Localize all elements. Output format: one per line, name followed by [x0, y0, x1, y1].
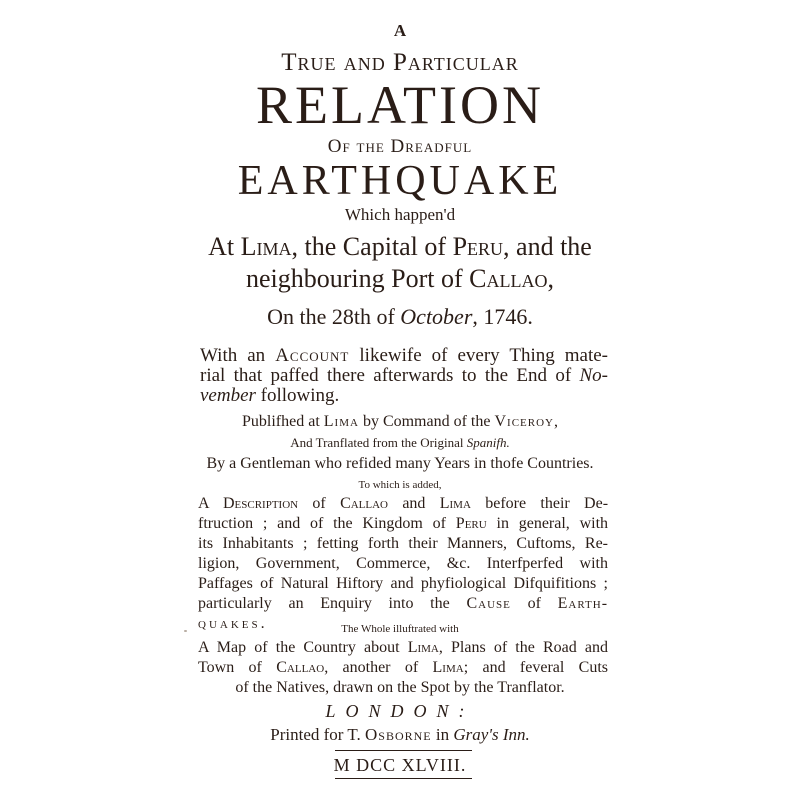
text-and: and	[402, 495, 426, 512]
place-callao-2: Callao	[340, 495, 389, 512]
word-account: Account	[275, 345, 350, 366]
text-following: following.	[255, 385, 340, 406]
map-line-2	[198, 660, 608, 676]
word-viceroy: Viceroy	[494, 413, 554, 430]
place-peru-2: Peru	[455, 515, 487, 532]
place-lima-3: Lima	[407, 639, 439, 656]
line-whole-illustrated: The Whole illuftrated with	[341, 623, 459, 635]
word-earth: Earth-	[557, 595, 609, 612]
description-line-7: quakes.	[198, 615, 268, 632]
text-several-cuts: ; and feveral Cuts	[463, 659, 609, 676]
text-at: At	[208, 232, 235, 261]
text-in: in	[435, 725, 450, 744]
text-of: of	[312, 495, 326, 512]
description-line-6	[198, 596, 608, 612]
heading-earthquake: EARTHQUAKE	[237, 158, 563, 204]
map-line-3: of the Natives, drawn on the Spot by the Tranflator.	[235, 679, 565, 696]
account-line-2	[200, 366, 608, 385]
text-a-map: A Map of the Country about	[198, 639, 400, 656]
word-cause: Cause	[466, 595, 511, 612]
text-a: A	[198, 495, 209, 512]
line-port-of-callao	[0, 266, 800, 292]
description-line-1	[198, 496, 608, 512]
text-by-command: by Command of the	[362, 413, 491, 430]
text-translated: And Tranflated from the Original	[290, 435, 464, 450]
place-callao: Callao	[469, 264, 548, 293]
map-line-1	[198, 640, 608, 656]
article-a: A	[393, 21, 407, 40]
imprint-london: LONDON:	[325, 701, 475, 721]
foxing-spot	[184, 630, 187, 632]
text-on-the: On the 28th of	[267, 304, 395, 329]
text-comma: ,	[547, 264, 554, 293]
description-line-2	[198, 516, 608, 532]
place-lima-published: Lima	[323, 413, 359, 430]
imprint-printed-for	[0, 726, 800, 743]
rule-top	[335, 750, 472, 751]
text-rial-passed: rial that paffed there afterwards to the End of	[200, 365, 572, 386]
word-description: Description	[222, 495, 299, 512]
line-to-which-added: To which is added,	[358, 479, 442, 491]
description-line-4: ligion, Government, Commerce, &c. Interfperfed with	[198, 555, 608, 572]
word-no: No-	[579, 365, 608, 386]
line-gentleman: By a Gentleman who refided many Years in thofe Countries.	[206, 455, 594, 472]
rule-bottom	[335, 778, 472, 779]
heading-relation: RELATION	[256, 75, 544, 135]
text-particularly: particularly an Enquiry into the	[198, 595, 450, 612]
text-and-the: , and the	[503, 232, 592, 261]
word-vember: vember	[200, 385, 256, 406]
text-in-general: in general, with	[496, 515, 609, 532]
month-october: October	[400, 304, 473, 329]
line-at-lima	[0, 234, 800, 260]
text-comma-2: ,	[553, 413, 558, 430]
description-line-3: its Inhabitants ; fetting forth their Manners, Cuftoms, Re-	[198, 535, 608, 552]
account-line-3	[200, 386, 339, 405]
text-another-of: , another of	[324, 659, 419, 676]
text-town-of: Town of	[198, 659, 262, 676]
line-published	[0, 414, 800, 430]
word-spanish: Spanifh.	[466, 435, 510, 450]
text-neighbouring-port: neighbouring Port of	[246, 264, 463, 293]
place-callao-3: Callao	[276, 659, 325, 676]
text-printed-for: Printed for T.	[270, 725, 361, 744]
subtitle-true-and-particular: True and Particular	[281, 49, 519, 76]
place-lima-2: Lima	[439, 495, 471, 512]
place-peru: Peru	[452, 232, 504, 261]
description-line-5: Paffages of Natural Hiftory and phyfiological Difquifitions ;	[198, 575, 608, 592]
text-likewise: likewife of every Thing mate-	[359, 345, 608, 366]
text-plans-road: , Plans of the Road and	[438, 639, 609, 656]
text-destruction: ftruction ; and of the Kingdom of	[198, 515, 446, 532]
text-before-their: before their De-	[485, 495, 609, 512]
text-published-at: Publifhed at	[242, 413, 320, 430]
place-lima: Lima	[240, 232, 292, 261]
text-of-2: of	[527, 595, 541, 612]
place-lima-4: Lima	[432, 659, 464, 676]
line-of-the-dreadful: Of the Dreadful	[327, 136, 473, 157]
name-osborne: Osborne	[365, 725, 432, 744]
line-which-happened: Which happen'd	[344, 205, 456, 224]
text-with-an: With an	[200, 345, 266, 366]
account-line-1	[200, 346, 608, 365]
line-date	[0, 306, 800, 328]
line-translated	[0, 436, 800, 449]
imprint-date: M DCC XLVIII.	[333, 755, 467, 775]
text-capital-of: , the Capital of	[291, 232, 447, 261]
place-grays-inn: Gray's Inn.	[453, 725, 530, 744]
text-year: , 1746.	[472, 304, 533, 329]
